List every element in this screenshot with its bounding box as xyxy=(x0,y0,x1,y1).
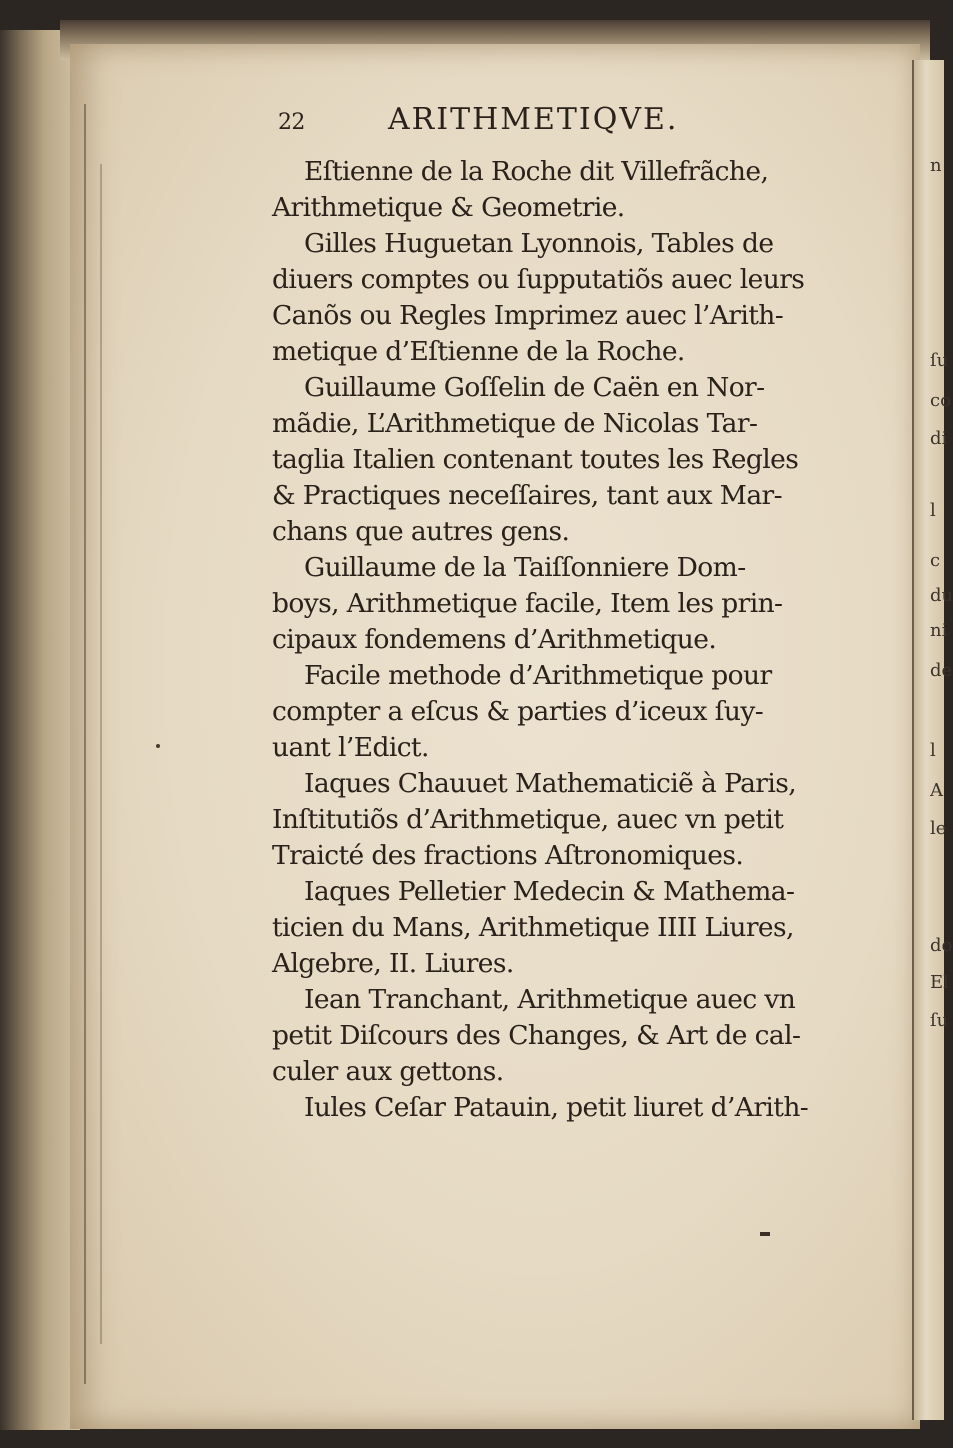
facing-page-fragment: di xyxy=(930,428,948,449)
facing-page-fragment: l xyxy=(930,740,936,761)
gutter-crease xyxy=(100,164,102,1344)
facing-page-edge xyxy=(912,60,953,1420)
text-line: Algebre, II. Liures. xyxy=(272,948,514,979)
facing-page-fragment: du xyxy=(930,585,953,606)
text-line: boys, Arithmetique facile, Item les prin- xyxy=(272,588,783,619)
book-binding xyxy=(0,30,80,1430)
catchword-mark xyxy=(760,1232,770,1236)
facing-page-fragment: ni xyxy=(930,620,948,641)
text-line: Iaques Chauuet Mathematiciẽ à Paris, xyxy=(304,768,797,799)
text-line: & Practiques neceſſaires, tant aux Mar- xyxy=(272,480,782,511)
running-title: ARITHMETIQVE. xyxy=(388,102,679,137)
text-line: ticien du Mans, Arithmetique IIII Liures, xyxy=(272,912,794,943)
text-line: Guillaume de la Taiſſonniere Dom- xyxy=(304,552,746,583)
facing-page-fragment: de xyxy=(930,660,953,681)
facing-page-fragment: do xyxy=(930,935,953,956)
facing-page-fragment: le xyxy=(930,818,947,839)
text-line: metique d’Eſtienne de la Roche. xyxy=(272,336,685,367)
facing-page-fragment: l xyxy=(930,500,936,521)
text-line: Iaques Pelletier Medecin & Mathema- xyxy=(304,876,795,907)
page-header xyxy=(272,102,862,154)
text-line: Iean Tranchant, Arithmetique auec vn xyxy=(304,984,796,1015)
text-line: compter a eſcus & parties d’iceux ſuy- xyxy=(272,696,764,727)
page-text-block xyxy=(272,102,862,1126)
text-line: Eſtienne de la Roche dit Villefrãche, xyxy=(304,156,769,187)
text-line: chans que autres gens. xyxy=(272,516,570,547)
gutter-crease xyxy=(84,104,86,1384)
text-line: Traicté des fractions Aſtronomiques. xyxy=(272,840,744,871)
facing-page-fragment: n xyxy=(930,155,942,176)
facing-page-fragment: El xyxy=(930,972,949,993)
page-number: 22 xyxy=(278,110,305,135)
text-line: Guillaume Goſſelin de Caën en Nor- xyxy=(304,372,765,403)
text-line: Iules Ceſar Patauin, petit liuret d’Arith- xyxy=(304,1092,809,1123)
facing-page-fragment: co xyxy=(930,390,951,411)
text-line: Canõs ou Regles Imprimez auec l’Arith- xyxy=(272,300,784,331)
text-line: Facile methode d’Arithmetique pour xyxy=(304,660,772,691)
facing-page-fragment: ſu xyxy=(930,350,949,371)
text-line: taglia Italien contenant toutes les Regles xyxy=(272,444,799,475)
text-line: uant l’Edict. xyxy=(272,732,429,763)
text-line: cipaux fondemens d’Arithmetique. xyxy=(272,624,717,655)
text-line: diuers comptes ou ſupputatiõs auec leurs xyxy=(272,264,805,295)
text-line: petit Diſcours des Changes, & Art de cal- xyxy=(272,1020,801,1051)
facing-page-fragment: A xyxy=(930,780,943,801)
text-line: Gilles Huguetan Lyonnois, Tables de xyxy=(304,228,774,259)
text-line: Arithmetique & Geometrie. xyxy=(272,192,625,223)
text-line: Inſtitutiõs d’Arithmetique, auec vn petit xyxy=(272,804,784,835)
text-line: culer aux gettons. xyxy=(272,1056,504,1087)
ink-speck xyxy=(156,744,160,748)
text-line: mãdie, L’Arithmetique de Nicolas Tar- xyxy=(272,408,758,439)
facing-page-fragment: c xyxy=(930,550,941,571)
facing-page-fragment: ſu xyxy=(930,1010,949,1031)
